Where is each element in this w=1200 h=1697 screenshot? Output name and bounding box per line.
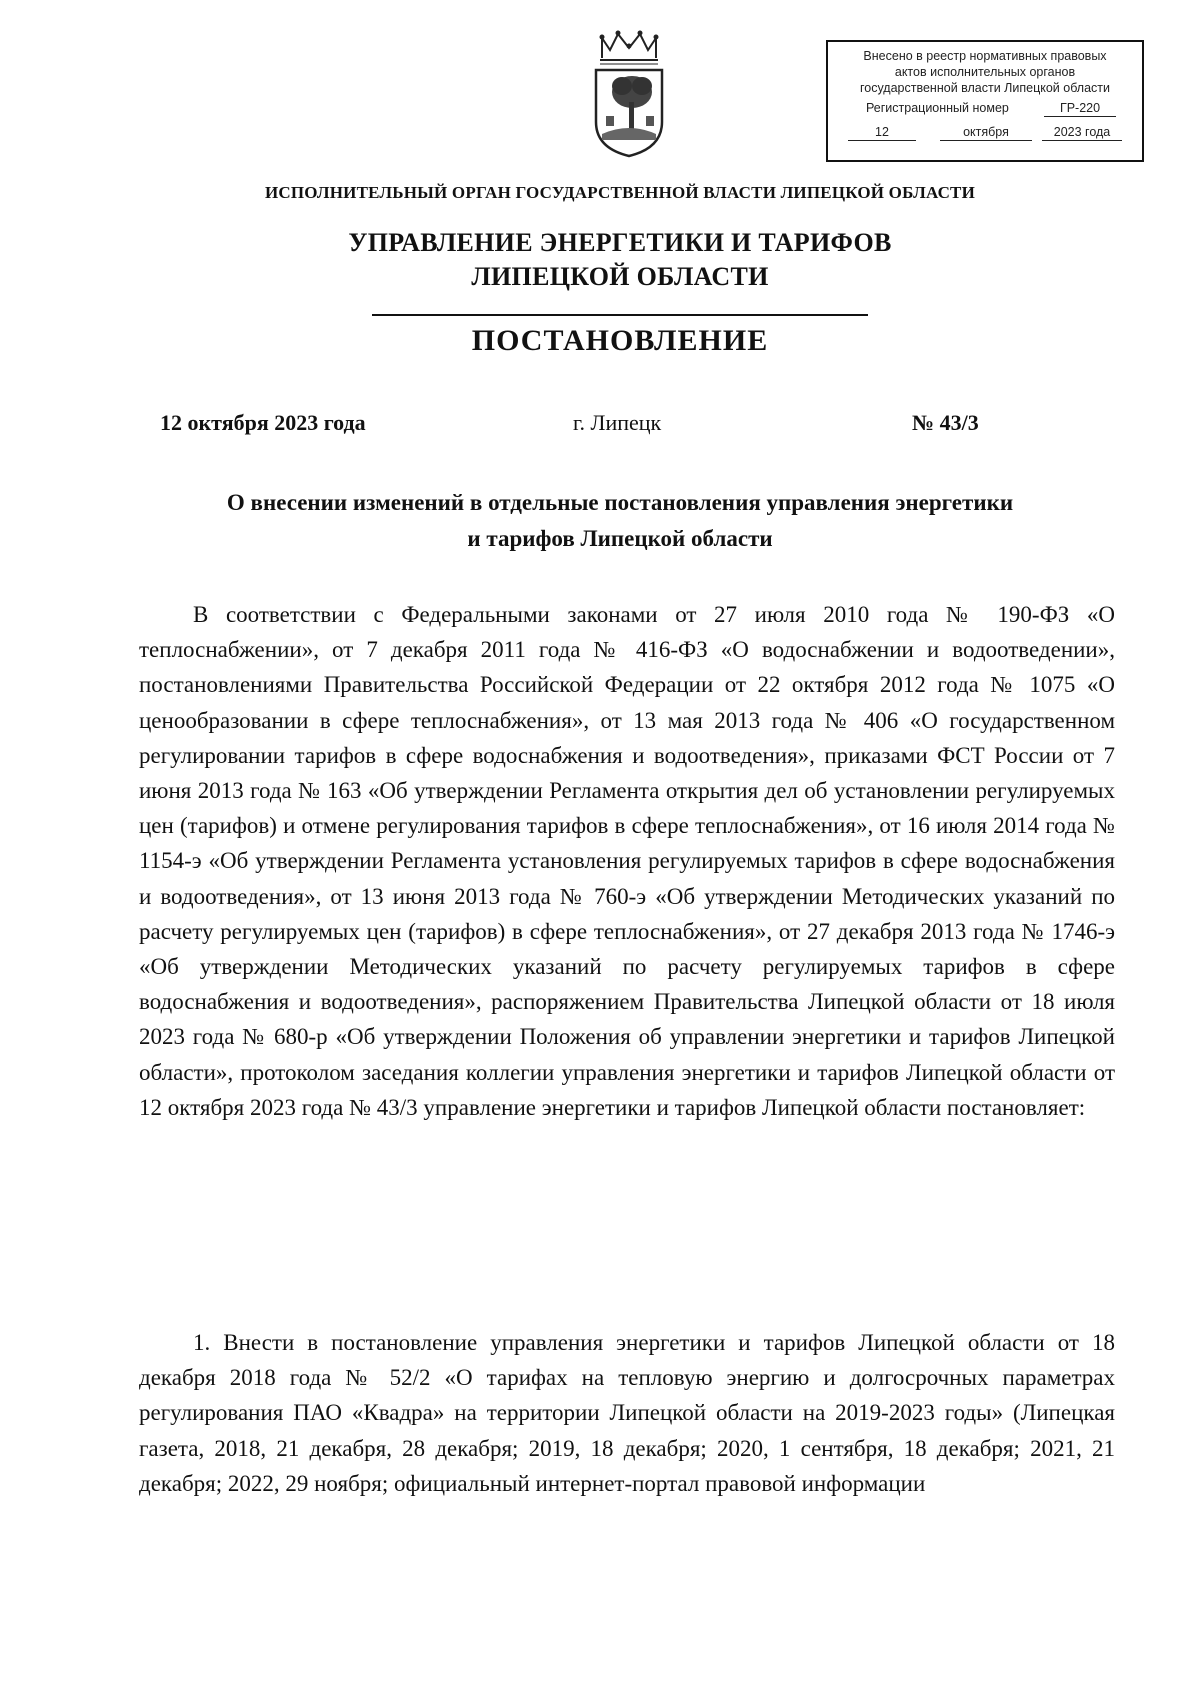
document-city: г. Липецк [573, 410, 662, 435]
org-header: ИСПОЛНИТЕЛЬНЫЙ ОРГАН ГОСУДАРСТВЕННОЙ ВЛАСТИ ЛИПЕЦКОЙ ОБЛАСТИ [264, 183, 976, 202]
body-paragraph-item-1: 1. Внести в постановление управления энергетики и тарифов Липецкой области от 18 декабря 2018 года № 52/2 «О тарифах на тепловую энергию и долгосрочных параметрах регулирования ПАО «Квадра» на территории Липецкой области на 2019-2023 годы» (Липецкая газета, 2018, 21 декабря, 28 декабря; 2019, 18 декабря; 2020, 1 сентября, 18 декабря; 2021, 21 декабря; 2022, 29 ноября; официальный интернет-портал правовой информации [139, 1330, 1115, 1496]
stamp-reg-number: ГР-220 [1044, 100, 1116, 117]
stamp-line-3: государственной власти Липецкой области [859, 81, 1111, 95]
coat-of-arms-icon [588, 30, 670, 158]
title-divider [372, 314, 868, 316]
stamp-reg-day: 12 [848, 124, 916, 141]
stamp-line-2: актов исполнительных органов [894, 65, 1076, 79]
stamp-reg-year: 2023 года [1042, 124, 1122, 141]
document-date: 12 октября 2023 года [160, 410, 366, 435]
stamp-reg-label: Регистрационный номер [866, 101, 1009, 115]
document-type: ПОСТАНОВЛЕНИЕ [471, 324, 769, 357]
department-title-line-1: УПРАВЛЕНИЕ ЭНЕРГЕТИКИ И ТАРИФОВ [348, 228, 892, 257]
stamp-reg-month: октября [940, 124, 1032, 141]
body-paragraph-preamble: В соответствии с Федеральными законами от 27 июля 2010 года № 190-ФЗ «О теплоснабжении», от 7 декабря 2011 года № 416-ФЗ «О водоснабжении и водоотведении», постановлениями Правительства Российской Федерации от 22 октября 2012 года № 1075 «О ценообразовании в сфере теплоснабжения», от 13 мая 2013 года № 406 «О государственном регулировании тарифов в сфере водоснабжения и водоотведения», приказами ФСТ России от 7 июня 2013 года № 163 «Об утверждении Регламента открытия дел об установлении регулируемых цен (тарифов) и отмене регулирования тарифов в сфере теплоснабжения», от 16 июля 2014 года № 1154-э «Об утверждении Регламента установления регулируемых тарифов в сфере водоснабжения и водоотведения», от 13 июня 2013 года № 760-э «Об утверждении Методических указаний по расчету регулируемых цен (тарифов) в сфере теплоснабжения», от 27 декабря 2013 года № 1746-э «Об утверждении Методических указаний по расчету регулируемых тарифов в сфере водоснабжения и водоотведения», распоряжением Правительства Липецкой области от 18 июля 2023 года № 680-р «Об утверждении Положения об управлении энергетики и тарифов Липецкой области», протоколом заседания коллегии управления энергетики и тарифов Липецкой области от 12 октября 2023 года № 43/3 управление энергетики и тарифов Липецкой области постановляет: [139, 602, 1115, 1120]
stamp-line-1: Внесено в реестр нормативных правовых [863, 49, 1107, 63]
department-title-line-2: ЛИПЕЦКОЙ ОБЛАСТИ [471, 262, 769, 291]
document-subject-line-1: О внесении изменений в отдельные постановления управления энергетики [226, 490, 1014, 515]
document-subject-line-2: и тарифов Липецкой области [467, 526, 773, 551]
registration-stamp [826, 40, 1144, 162]
document-number: № 43/3 [912, 410, 979, 435]
